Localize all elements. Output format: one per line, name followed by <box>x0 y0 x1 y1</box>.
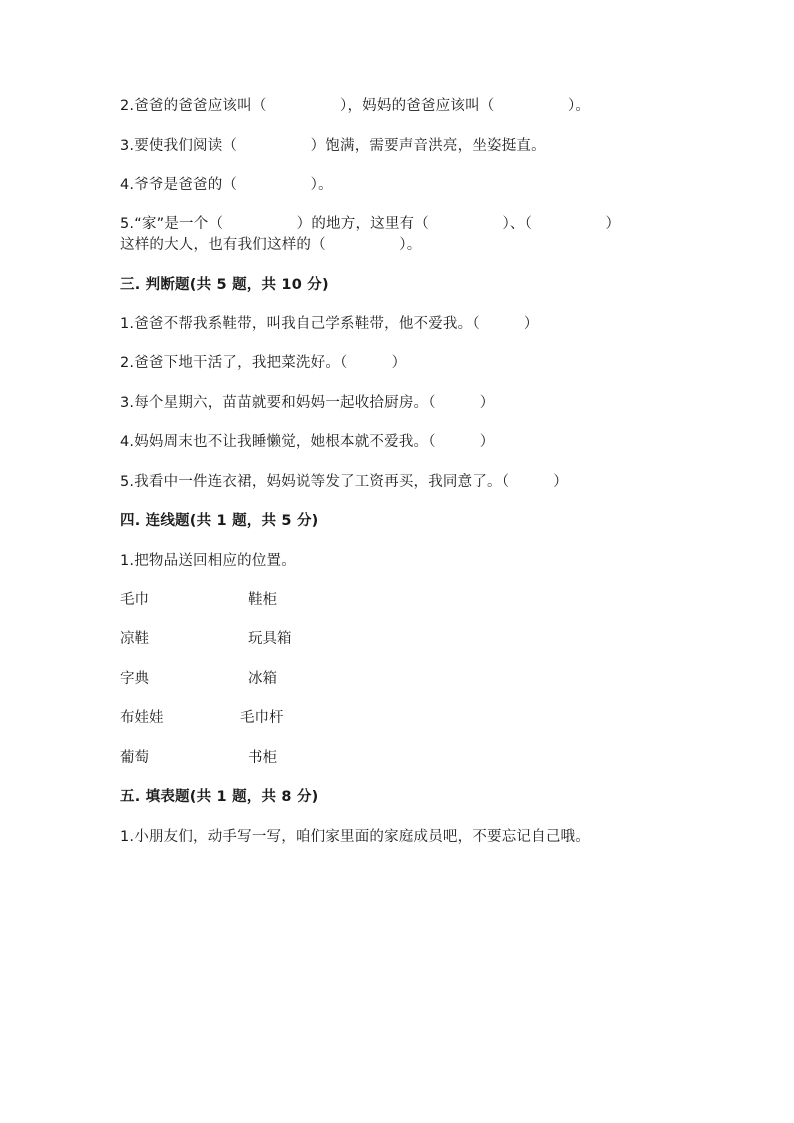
fill-item-2: 2.爸爸的爸爸应该叫（ ），妈妈的爸爸应该叫（ ）。 <box>120 98 591 114</box>
match-left-item: 葡萄 <box>120 750 149 766</box>
match-right-item: 毛巾杆 <box>240 710 284 726</box>
judge-item-4: 4.妈妈周末也不让我睡懒觉，她根本就不爱我。（ ） <box>120 434 495 450</box>
section-four-heading: 四. 连线题(共 1 题，共 5 分) <box>120 513 319 529</box>
fill-item-5-line1: 5.“家”是一个（ ）的地方，这里有（ ）、（ ） <box>120 216 621 232</box>
match-right-item: 冰箱 <box>248 671 277 687</box>
match-right-item: 鞋柜 <box>248 592 277 608</box>
section-five-heading: 五. 填表题(共 1 题，共 8 分) <box>120 789 319 805</box>
match-left-item: 凉鞋 <box>120 631 149 647</box>
table-question: 1.小朋友们，动手写一写，咱们家里面的家庭成员吧，不要忘记自己哦。 <box>120 829 590 845</box>
judge-item-5: 5.我看中一件连衣裙，妈妈说等发了工资再买，我同意了。（ ） <box>120 474 568 490</box>
match-right-item: 书柜 <box>248 750 277 766</box>
match-left-item: 字典 <box>120 671 149 687</box>
fill-item-4: 4.爷爷是爸爸的（ ）。 <box>120 177 333 193</box>
judge-item-3: 3.每个星期六，苗苗就要和妈妈一起收拾厨房。（ ） <box>120 395 495 411</box>
section-three-heading: 三. 判断题(共 5 题，共 10 分) <box>120 277 329 293</box>
fill-item-5-line2: 这样的大人，也有我们这样的（ ）。 <box>120 237 422 253</box>
match-left-item: 毛巾 <box>120 592 149 608</box>
match-question: 1.把物品送回相应的位置。 <box>120 553 296 569</box>
judge-item-2: 2.爸爸下地干活了，我把菜洗好。（ ） <box>120 355 407 371</box>
match-left-item: 布娃娃 <box>120 710 164 726</box>
fill-item-3: 3.要使我们阅读（ ）饱满，需要声音洪亮，坐姿挺直。 <box>120 138 546 154</box>
judge-item-1: 1.爸爸不帮我系鞋带，叫我自己学系鞋带，他不爱我。（ ） <box>120 316 539 332</box>
match-right-item: 玩具箱 <box>248 631 292 647</box>
